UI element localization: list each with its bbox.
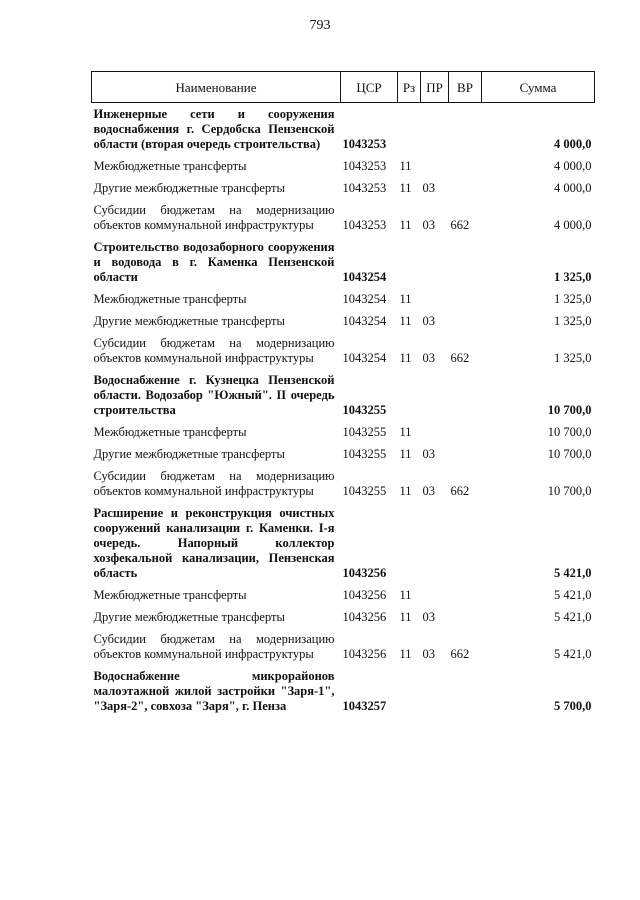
cell-sum: 5 700,0 xyxy=(554,699,592,713)
table-header-row xyxy=(92,72,595,103)
cell-csr: 1043254 xyxy=(342,351,387,365)
cell-csr: 1043256 xyxy=(342,588,387,602)
cell-rz xyxy=(398,237,421,289)
cell-pr: 03 xyxy=(422,610,435,624)
cell-name: Субсидии бюджетам на модернизацию объектов коммунальной инфраструктуры xyxy=(93,203,335,232)
cell-rz: 11 xyxy=(399,292,412,306)
cell-sum: 1 325,0 xyxy=(554,351,592,365)
cell-csr: 1043254 xyxy=(342,314,387,328)
table-row xyxy=(92,585,595,607)
cell-pr: 03 xyxy=(422,314,435,328)
cell-csr: 1043255 xyxy=(342,484,387,498)
cell-sum: 5 421,0 xyxy=(554,647,592,661)
cell-sum: 10 700,0 xyxy=(547,425,592,439)
cell-sum: 5 421,0 xyxy=(554,566,592,580)
cell-sum: 5 421,0 xyxy=(554,588,592,602)
cell-pr: 03 xyxy=(422,447,435,461)
cell-name: Другие межбюджетные трансферты xyxy=(93,610,285,624)
cell-vr xyxy=(449,607,482,629)
cell-sum: 1 325,0 xyxy=(554,292,592,306)
cell-pr xyxy=(421,585,449,607)
cell-rz: 11 xyxy=(399,484,412,498)
table-body xyxy=(92,103,595,719)
table-row xyxy=(92,370,595,422)
cell-sum: 10 700,0 xyxy=(547,484,592,498)
table-row xyxy=(92,156,595,178)
cell-csr: 1043256 xyxy=(342,610,387,624)
cell-csr: 1043257 xyxy=(342,699,387,713)
cell-vr xyxy=(449,666,482,718)
cell-rz xyxy=(398,103,421,157)
cell-pr xyxy=(421,503,449,585)
cell-pr xyxy=(421,289,449,311)
cell-vr: 662 xyxy=(450,647,470,661)
cell-pr: 03 xyxy=(422,181,435,195)
table-row xyxy=(92,178,595,200)
cell-rz: 11 xyxy=(399,351,412,365)
table-row xyxy=(92,200,595,237)
cell-sum: 4 000,0 xyxy=(554,181,592,195)
table-row xyxy=(92,607,595,629)
cell-rz xyxy=(398,503,421,585)
cell-sum: 1 325,0 xyxy=(554,270,592,284)
cell-pr xyxy=(421,370,449,422)
cell-vr xyxy=(449,156,482,178)
cell-name: Строительство водозаборного сооружения и водовода в г. Каменка Пензенской области xyxy=(93,240,335,284)
cell-pr xyxy=(421,666,449,718)
header-rz: Рз xyxy=(398,72,421,103)
cell-vr xyxy=(449,103,482,157)
header-csr: ЦСР xyxy=(341,72,398,103)
cell-rz: 11 xyxy=(399,447,412,461)
cell-vr xyxy=(449,370,482,422)
cell-vr xyxy=(449,444,482,466)
cell-rz: 11 xyxy=(399,314,412,328)
cell-name: Межбюджетные трансферты xyxy=(93,292,247,306)
cell-rz xyxy=(398,666,421,718)
cell-name: Водоснабжение г. Кузнецка Пензенской области. Водозабор "Южный". II очередь строительства xyxy=(93,373,335,417)
header-vr: ВР xyxy=(449,72,482,103)
cell-vr: 662 xyxy=(450,484,470,498)
cell-pr xyxy=(421,422,449,444)
table-row xyxy=(92,444,595,466)
cell-name: Межбюджетные трансферты xyxy=(93,425,247,439)
cell-rz xyxy=(398,370,421,422)
header-sum: Сумма xyxy=(482,72,595,103)
table-row xyxy=(92,289,595,311)
cell-csr: 1043254 xyxy=(342,270,387,284)
cell-rz: 11 xyxy=(399,610,412,624)
header-pr: ПР xyxy=(421,72,449,103)
cell-csr: 1043253 xyxy=(342,137,387,151)
cell-sum: 5 421,0 xyxy=(554,610,592,624)
table-row xyxy=(92,103,595,157)
table-row xyxy=(92,666,595,718)
cell-vr: 662 xyxy=(450,351,470,365)
cell-sum: 4 000,0 xyxy=(554,159,592,173)
cell-vr xyxy=(449,585,482,607)
cell-sum: 10 700,0 xyxy=(547,447,592,461)
table-row xyxy=(92,422,595,444)
table-row xyxy=(92,237,595,289)
budget-table xyxy=(91,71,595,718)
cell-name: Субсидии бюджетам на модернизацию объектов коммунальной инфраструктуры xyxy=(93,632,335,661)
cell-csr: 1043255 xyxy=(342,447,387,461)
cell-csr: 1043256 xyxy=(342,566,387,580)
cell-sum: 1 325,0 xyxy=(554,314,592,328)
cell-vr xyxy=(449,311,482,333)
cell-csr: 1043253 xyxy=(342,159,387,173)
page-number: 793 xyxy=(309,18,331,33)
cell-rz: 11 xyxy=(399,425,412,439)
cell-rz: 11 xyxy=(399,159,412,173)
table-row xyxy=(92,503,595,585)
cell-name: Расширение и реконструкция очистных сооружений канализации г. Каменки. I-я очередь. Напорный коллектор хозфекальной канализации, Пензенская область xyxy=(93,506,335,580)
cell-vr xyxy=(449,178,482,200)
cell-csr: 1043254 xyxy=(342,292,387,306)
table-row xyxy=(92,311,595,333)
header-name: Наименование xyxy=(92,72,341,103)
cell-name: Межбюджетные трансферты xyxy=(93,588,247,602)
cell-name: Водоснабжение микрорайонов малоэтажной жилой застройки "Заря-1", "Заря-2", совхоза "Заря", г. Пенза xyxy=(93,669,335,713)
cell-name: Субсидии бюджетам на модернизацию объектов коммунальной инфраструктуры xyxy=(93,469,335,498)
cell-csr: 1043255 xyxy=(342,425,387,439)
cell-csr: 1043253 xyxy=(342,218,387,232)
cell-sum: 10 700,0 xyxy=(547,403,592,417)
cell-name: Инженерные сети и сооружения водоснабжения г. Сердобска Пензенской области (вторая очередь строительства) xyxy=(93,107,335,151)
cell-name: Межбюджетные трансферты xyxy=(93,159,247,173)
cell-name: Другие межбюджетные трансферты xyxy=(93,447,285,461)
table-row xyxy=(92,466,595,503)
table-row xyxy=(92,333,595,370)
cell-csr: 1043256 xyxy=(342,647,387,661)
table-row xyxy=(92,629,595,666)
cell-csr: 1043253 xyxy=(342,181,387,195)
cell-pr: 03 xyxy=(422,484,435,498)
cell-vr xyxy=(449,237,482,289)
cell-name: Субсидии бюджетам на модернизацию объектов коммунальной инфраструктуры xyxy=(93,336,335,365)
cell-sum: 4 000,0 xyxy=(554,218,592,232)
cell-pr: 03 xyxy=(422,218,435,232)
cell-rz: 11 xyxy=(399,218,412,232)
cell-pr xyxy=(421,103,449,157)
cell-name: Другие межбюджетные трансферты xyxy=(93,314,285,328)
cell-vr xyxy=(449,503,482,585)
cell-pr xyxy=(421,156,449,178)
cell-sum: 4 000,0 xyxy=(554,137,592,151)
cell-pr: 03 xyxy=(422,647,435,661)
cell-rz: 11 xyxy=(399,647,412,661)
cell-rz: 11 xyxy=(399,181,412,195)
cell-rz: 11 xyxy=(399,588,412,602)
cell-vr xyxy=(449,289,482,311)
cell-csr: 1043255 xyxy=(342,403,387,417)
cell-vr xyxy=(449,422,482,444)
cell-name: Другие межбюджетные трансферты xyxy=(93,181,285,195)
cell-vr: 662 xyxy=(450,218,470,232)
cell-pr xyxy=(421,237,449,289)
cell-pr: 03 xyxy=(422,351,435,365)
